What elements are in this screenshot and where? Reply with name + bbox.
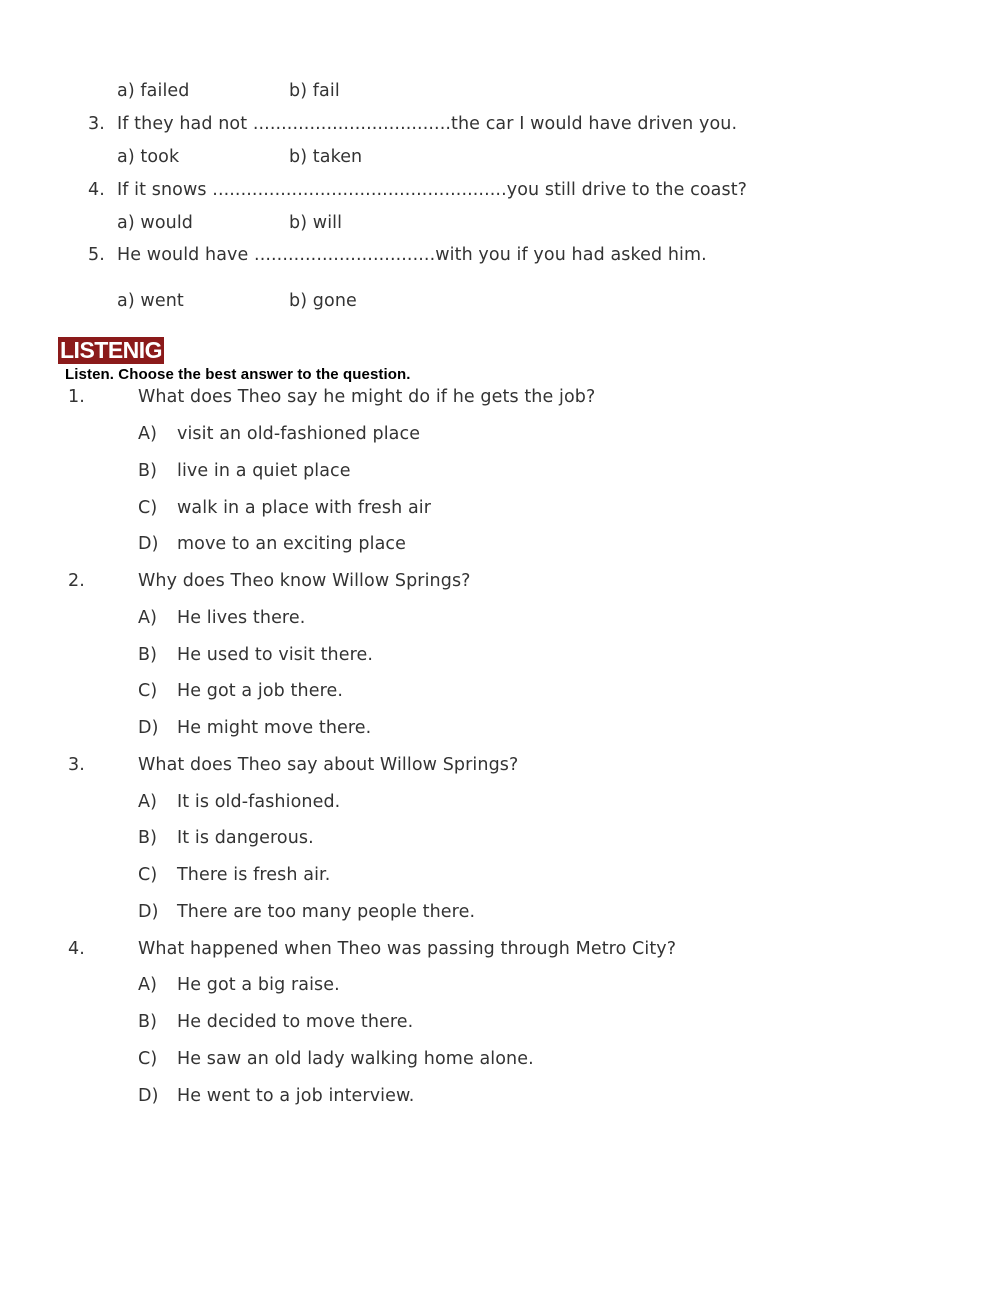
listening-q1-a-letter: A) — [138, 424, 157, 444]
listening-q3-a-letter: A) — [138, 792, 157, 812]
listening-q4-text: What happened when Theo was passing through Metro City? — [138, 939, 677, 959]
listening-q4-b-letter: B) — [138, 1012, 158, 1032]
q3-text: If they had not ...................................the car I would have driven you. — [117, 114, 738, 134]
listening-q1-text: What does Theo say he might do if he gets the job? — [138, 387, 596, 407]
q4-option-b: b) will — [289, 213, 343, 233]
listening-q3-c-text: There is fresh air. — [177, 865, 331, 885]
listening-q3-b-text: It is dangerous. — [177, 828, 314, 848]
q5-option-a: a) went — [117, 291, 184, 311]
listening-q1-c-letter: C) — [138, 498, 158, 518]
listening-q3-a-text: It is old-fashioned. — [177, 792, 341, 812]
listening-q3-text: What does Theo say about Willow Springs? — [138, 755, 519, 775]
listening-q2-number: 2. — [68, 571, 85, 591]
q5-option-b: b) gone — [289, 291, 357, 311]
listening-q2-d-letter: D) — [138, 718, 159, 738]
listening-q4-a-letter: A) — [138, 975, 157, 995]
listening-q4-number: 4. — [68, 939, 85, 959]
listening-instruction: Listen. Choose the best answer to the question. — [65, 366, 411, 383]
listening-q2-d-text: He might move there. — [177, 718, 372, 738]
listening-q3-number: 3. — [68, 755, 85, 775]
listening-heading: LISTENIG — [60, 337, 163, 363]
listening-q3-d-letter: D) — [138, 902, 159, 922]
q3-option-a: a) took — [117, 147, 180, 167]
listening-q2-a-letter: A) — [138, 608, 157, 628]
listening-q4-d-letter: D) — [138, 1086, 159, 1106]
listening-q4-c-letter: C) — [138, 1049, 158, 1069]
q4-text: If it snows ....................................................you still drive to the coast? — [117, 180, 748, 200]
listening-q1-a-text: visit an old-fashioned place — [177, 424, 421, 444]
q2-option-b: b) fail — [289, 81, 340, 101]
listening-q1-b-letter: B) — [138, 461, 158, 481]
listening-q3-c-letter: C) — [138, 865, 158, 885]
q5-number: 5. — [88, 245, 105, 265]
q3-option-b: b) taken — [289, 147, 363, 167]
listening-q3-d-text: There are too many people there. — [177, 902, 476, 922]
listening-q2-text: Why does Theo know Willow Springs? — [138, 571, 471, 591]
listening-q4-b-text: He decided to move there. — [177, 1012, 414, 1032]
listening-q2-c-letter: C) — [138, 681, 158, 701]
listening-q4-c-text: He saw an old lady walking home alone. — [177, 1049, 534, 1069]
listening-q2-b-letter: B) — [138, 645, 158, 665]
listening-q1-number: 1. — [68, 387, 85, 407]
listening-q1-b-text: live in a quiet place — [177, 461, 351, 481]
listening-q1-d-letter: D) — [138, 534, 159, 554]
listening-q3-b-letter: B) — [138, 828, 158, 848]
q3-number: 3. — [88, 114, 105, 134]
q4-number: 4. — [88, 180, 105, 200]
q2-option-a: a) failed — [117, 81, 190, 101]
q5-text: He would have ................................with you if you had asked him. — [117, 245, 707, 265]
listening-q4-d-text: He went to a job interview. — [177, 1086, 415, 1106]
listening-q2-c-text: He got a job there. — [177, 681, 344, 701]
listening-q1-c-text: walk in a place with fresh air — [177, 498, 432, 518]
listening-q2-b-text: He used to visit there. — [177, 645, 374, 665]
listening-q4-a-text: He got a big raise. — [177, 975, 340, 995]
listening-q1-d-text: move to an exciting place — [177, 534, 407, 554]
listening-q2-a-text: He lives there. — [177, 608, 306, 628]
q4-option-a: a) would — [117, 213, 193, 233]
